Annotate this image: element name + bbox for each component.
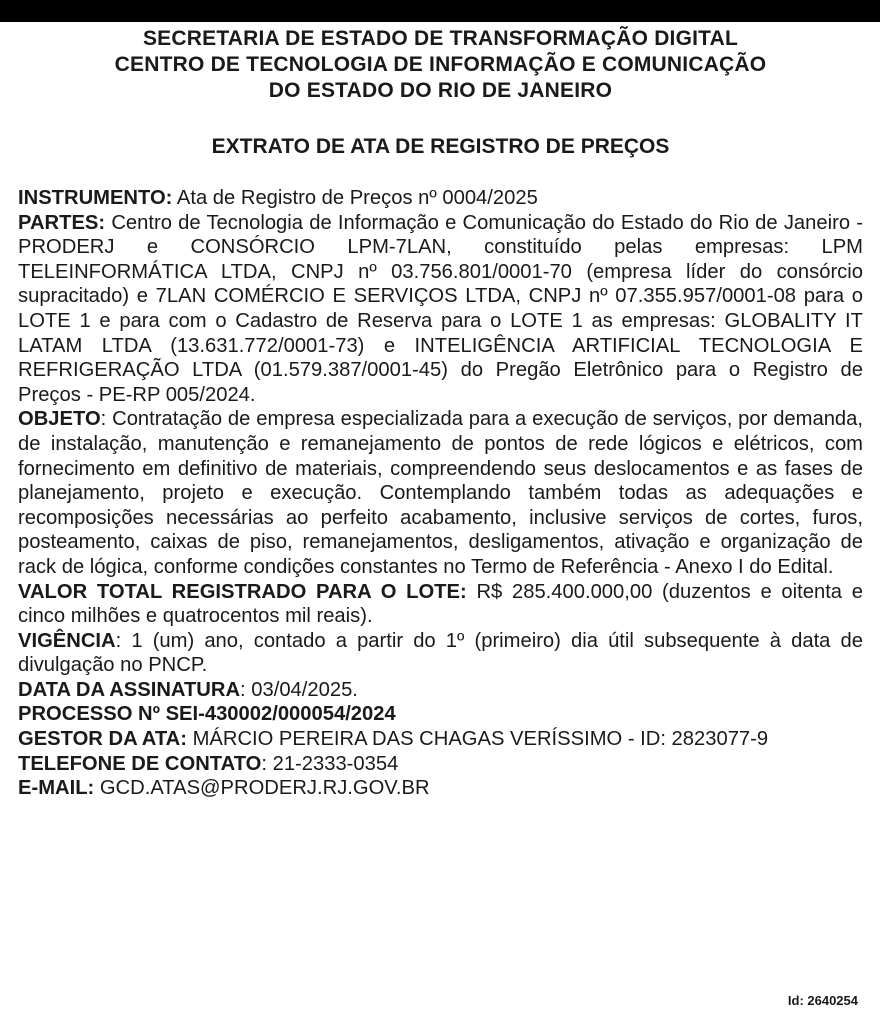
partes-paragraph <box>18 211 863 408</box>
objeto-text: : Contratação de empresa especializada para a execução de serviços, por demanda, de instalação, manutenção e remanejamento de pontos de rede lógicos e elétricos, com fornecimento em definitivo de materiais, compreendendo seus deslocamentos e as fases de planejamento, projeto e execução. Contemplando também todas as adequações e recomposições necessárias ao perfeito acabamento, inclusive serviços de cortes, furos, posteamento, caixas de piso, remanejamentos, desligamentos, ativação e organização de rack de lógica, conforme condições constantes no Termo de Referência - Anexo I do Edital. <box>18 408 863 578</box>
partes-text: Centro de Tecnologia de Informação e Comunicação do Estado do Rio de Janeiro - PRODERJ e CONSÓRCIO LPM-7LAN, constituído pelas empresas: LPM TELEINFORMÁTICA LTDA, CNPJ nº 03.756.801/0001-70 (empresa líder do consórcio supracitado) e 7LAN COMÉRCIO E SERVIÇOS LTDA, CNPJ nº 07.355.957/0001-08 para o LOTE 1 e para com o Cadastro de Reserva para o LOTE 1 as empresas: GLOBALITY IT LATAM LTDA (13.631.772/0001-73) e INTELIGÊNCIA ARTIFICIAL TECNOLOGIA E REFRIGERAÇÃO LTDA (01.579.387/0001-45) do Pregão Eletrônico para o Registro de Preços - PE-RP 005/2024. <box>18 211 863 406</box>
footer-id: Id: 2640254 <box>787 993 858 1008</box>
email-text: GCD.ATAS@PRODERJ.RJ.GOV.BR <box>94 777 430 800</box>
document <box>18 26 863 801</box>
telefone-paragraph <box>18 752 863 777</box>
header-line-2: CENTRO DE TECNOLOGIA DE INFORMAÇÃO E COMUNICAÇÃO <box>114 53 767 76</box>
email-paragraph <box>18 776 863 801</box>
top-black-bar <box>0 0 880 22</box>
header-line-1: SECRETARIA DE ESTADO DE TRANSFORMAÇÃO DIGITAL <box>142 27 739 50</box>
gestor-paragraph <box>18 727 863 752</box>
vigencia-text: : 1 (um) ano, contado a partir do 1º (primeiro) dia útil subsequente à data de divulgação no PNCP. <box>18 629 863 677</box>
header-line-3: DO ESTADO DO RIO DE JANEIRO <box>268 79 613 102</box>
gestor-label: GESTOR DA ATA: <box>18 728 187 751</box>
gestor-text: MÁRCIO PEREIRA DAS CHAGAS VERÍSSIMO - ID: 2823077-9 <box>186 728 769 751</box>
data-assinatura-label: DATA DA ASSINATURA <box>18 678 241 701</box>
data-assinatura-paragraph <box>18 678 863 703</box>
document-title: EXTRATO DE ATA DE REGISTRO DE PREÇOS <box>211 135 670 158</box>
objeto-paragraph <box>18 407 863 579</box>
instrumento-text: Ata de Registro de Preços nº 0004/2025 <box>172 187 538 209</box>
vigencia-paragraph <box>18 629 863 678</box>
valor-paragraph <box>18 580 863 629</box>
telefone-text: : 21-2333-0354 <box>261 752 399 775</box>
email-label: E-MAIL: <box>18 777 95 800</box>
vigencia-label: VIGÊNCIA <box>18 629 116 652</box>
document-header <box>18 26 863 104</box>
valor-label: VALOR TOTAL REGISTRADO PARA O LOTE: <box>18 580 467 603</box>
data-assinatura-text: : 03/04/2025. <box>240 678 358 701</box>
partes-label: PARTES: <box>18 211 106 234</box>
objeto-label: OBJETO <box>18 408 101 431</box>
instrumento-paragraph <box>18 186 863 211</box>
valor-text: R$ 285.400.000,00 (duzentos e oitenta e cinco milhões e quatrocentos mil reais). <box>18 580 863 628</box>
telefone-label: TELEFONE DE CONTATO <box>18 752 262 775</box>
processo-paragraph <box>18 702 863 727</box>
instrumento-label: INSTRUMENTO: <box>18 187 173 209</box>
processo-label: PROCESSO Nº SEI-430002/000054/2024 <box>18 703 396 726</box>
document-body <box>18 186 863 801</box>
